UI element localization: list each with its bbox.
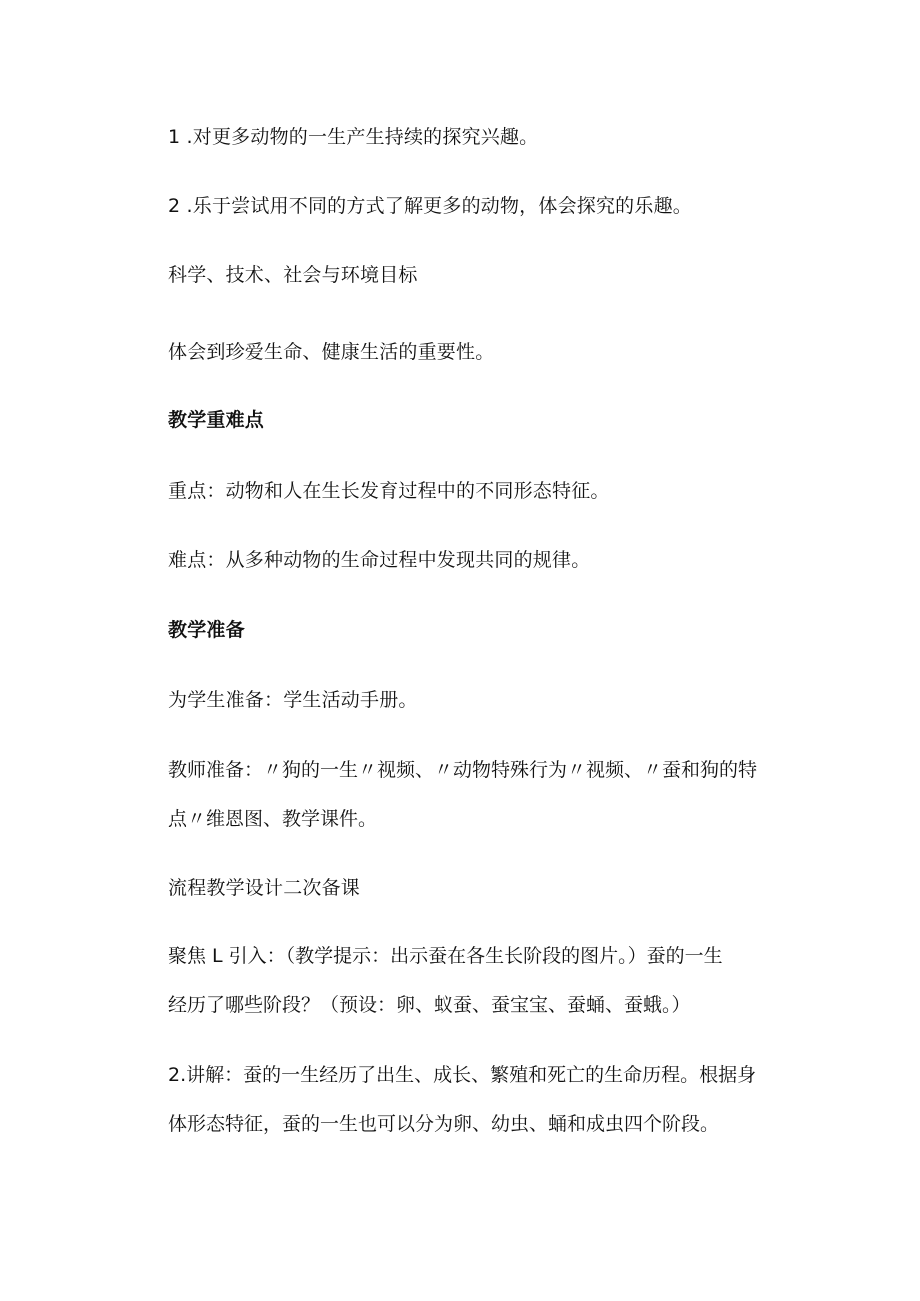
teacher-preparation-paragraph: [168, 746, 790, 844]
explanation-line-1: 2.讲解：蚕的一生经历了出生、成长、繁殖和死亡的生命历程。根据身: [168, 1064, 757, 1086]
heading-teaching-preparation: 教学准备: [168, 619, 245, 641]
section-label-sts-goals: 科学、技术、社会与环境目标: [168, 264, 418, 286]
process-design-header: 流程教学设计二次备课: [168, 877, 361, 899]
difficult-point-text: 难点：从多种动物的生命过程中发现共同的规律。: [168, 549, 591, 571]
student-preparation-text: 为学生准备：学生活动手册。: [168, 689, 418, 711]
objective-item-2: 2 .乐于尝试用不同的方式了解更多的动物，体会探究的乐趣。: [168, 195, 692, 217]
teacher-preparation-line-2: 点〃维恩图、教学课件。: [168, 808, 378, 830]
teacher-preparation-line-1: 教师准备：〃狗的一生〃视频、〃动物特殊行为〃视频、〃蚕和狗的特: [168, 759, 758, 781]
focus-intro-paragraph: [168, 932, 790, 1030]
focus-intro-line-2: 经历了哪些阶段？（预设：卵、蚁蚕、蚕宝宝、蚕蛹、蚕蛾。）: [168, 994, 691, 1016]
heading-key-difficult-points: 教学重难点: [168, 409, 265, 431]
focus-intro-line-1: 聚焦 L 引入：（教学提示：出示蚕在各生长阶段的图片。）蚕的一生: [168, 945, 723, 967]
sts-goal-text: 体会到珍爱生命、健康生活的重要性。: [168, 341, 495, 363]
explanation-line-2: 体形态特征，蚕的一生也可以分为卵、幼虫、蛹和成虫四个阶段。: [168, 1113, 720, 1135]
explanation-paragraph: [168, 1051, 790, 1149]
key-point-text: 重点：动物和人在生长发育过程中的不同形态特征。: [168, 480, 610, 502]
objective-item-1: 1 .对更多动物的一生产生持续的探究兴趣。: [168, 126, 539, 148]
